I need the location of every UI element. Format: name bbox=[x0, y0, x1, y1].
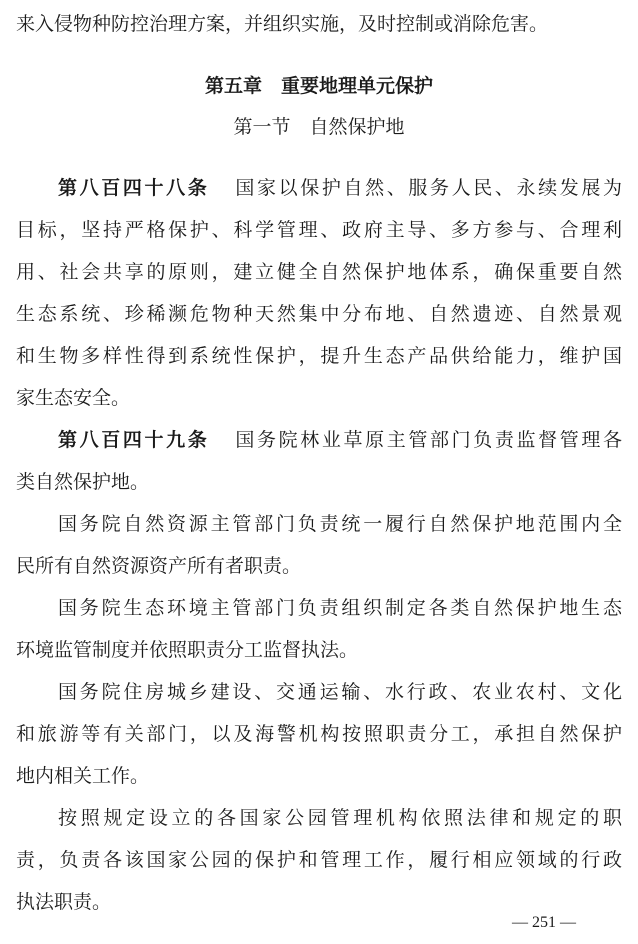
article-849-line: 类自然保护地。 bbox=[16, 471, 150, 493]
page-number: — 251 — bbox=[512, 914, 576, 931]
chapter-heading: 第五章 重要地理单元保护 bbox=[204, 75, 433, 97]
paragraph-line: 国务院生态环境主管部门负责组织制定各类自然保护地生态 bbox=[58, 597, 622, 619]
article-848-label: 第八百四十八条 bbox=[58, 177, 210, 199]
paragraph-line: 环境监管制度并依照职责分工监督执法。 bbox=[16, 639, 359, 661]
continued-paragraph-line: 来入侵物种防控治理方案，并组织实施，及时控制或消除危害。 bbox=[16, 13, 549, 35]
article-849-label: 第八百四十九条 bbox=[58, 429, 210, 451]
paragraph-line: 地内相关工作。 bbox=[16, 765, 150, 787]
paragraph-line: 和旅游等有关部门，以及海警机构按照职责分工，承担自然保护 bbox=[16, 723, 622, 745]
article-848-line: 家生态安全。 bbox=[16, 387, 131, 409]
article-848-line: 用、社会共享的原则，建立健全自然保护地体系，确保重要自然 bbox=[16, 261, 622, 283]
article-849-text: 国务院林业草原主管部门负责监督管理各 bbox=[235, 429, 622, 451]
article-848-line: 和生物多样性得到系统性保护，提升生态产品供给能力，维护国 bbox=[16, 345, 622, 367]
section-heading: 第一节 自然保护地 bbox=[233, 116, 405, 138]
article-849-first-line bbox=[58, 426, 622, 454]
paragraph-line: 国务院自然资源主管部门负责统一履行自然保护地范围内全 bbox=[58, 513, 622, 535]
article-848-first-line bbox=[58, 174, 622, 202]
article-848-line: 生态系统、珍稀濒危物种天然集中分布地、自然遗迹、自然景观 bbox=[16, 303, 622, 325]
paragraph-line: 执法职责。 bbox=[16, 891, 112, 913]
article-848-line: 目标，坚持严格保护、科学管理、政府主导、多方参与、合理利 bbox=[16, 219, 622, 241]
paragraph-line: 按照规定设立的各国家公园管理机构依照法律和规定的职 bbox=[58, 807, 622, 829]
paragraph-line: 责，负责各该国家公园的保护和管理工作，履行相应领域的行政 bbox=[16, 849, 622, 871]
article-848-text: 国家以保护自然、服务人民、永续发展为 bbox=[235, 177, 622, 199]
paragraph-line: 民所有自然资源资产所有者职责。 bbox=[16, 555, 302, 577]
paragraph-line: 国务院住房城乡建设、交通运输、水行政、农业农村、文化 bbox=[58, 681, 622, 703]
